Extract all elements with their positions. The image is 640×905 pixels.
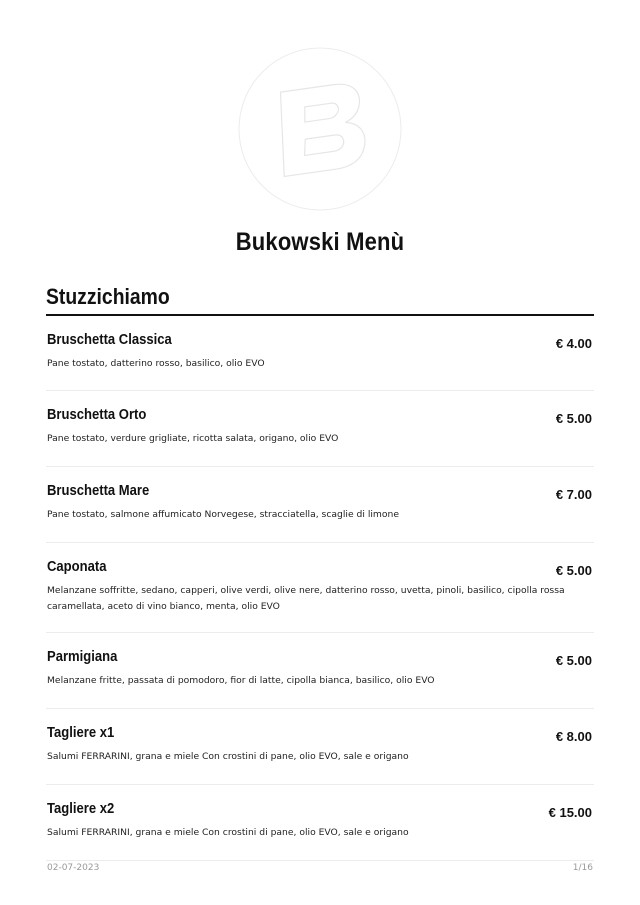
menu-item-price: € 4.00 (555, 336, 592, 351)
footer-page-number: 1/16 (572, 863, 593, 873)
menu-item-price: € 5.00 (555, 563, 592, 578)
menu-item (46, 467, 594, 543)
menu-item-name: Bruschetta Classica (47, 332, 172, 348)
menu-item-price: € 8.00 (555, 729, 592, 744)
menu-item-description: Salumi FERRARINI, grana e miele Con crostini di pane, olio EVO, sale e origano (47, 751, 409, 762)
menu-item-description: Pane tostato, salmone affumicato Norvegese, stracciatella, scaglie di limone (47, 509, 399, 520)
footer-date: 02-07-2023 (47, 863, 100, 873)
section-title: Stuzzichiamo (46, 284, 170, 309)
menu-item-description: Salumi FERRARINI, grana e miele Con crostini di pane, olio EVO, sale e origano (47, 827, 409, 838)
menu-item-description: Pane tostato, datterino rosso, basilico, olio EVO (47, 358, 265, 369)
menu-item-price: € 5.00 (555, 653, 592, 668)
menu-item (46, 543, 594, 633)
menu-item (46, 316, 594, 391)
menu-item (46, 633, 594, 709)
menu-item-price: € 15.00 (548, 805, 592, 820)
menu-item-price: € 5.00 (555, 411, 592, 426)
menu-item-name: Caponata (47, 559, 107, 575)
menu-item (46, 709, 594, 785)
menu-item-name: Tagliere x2 (47, 801, 115, 817)
menu-item-description: Melanzane fritte, passata di pomodoro, fior di latte, cipolla bianca, basilico, olio EVO (47, 675, 435, 686)
menu-item-description: Pane tostato, verdure grigliate, ricotta salata, origano, olio EVO (47, 433, 339, 444)
menu-item (46, 391, 594, 467)
bukowski-b-logo-icon (238, 47, 402, 211)
menu-item-description: Melanzane soffritte, sedano, capperi, olive verdi, olive nere, datterino rosso, uvetta, pinoli, basilico, cipolla rossa caramellata, aceto di vino bianco, menta, olio EVO (47, 585, 565, 612)
menu-item-name: Bruschetta Mare (47, 483, 150, 499)
menu-title: Bukowski Menù (235, 228, 405, 256)
menu-item-list (46, 316, 594, 861)
menu-item-price: € 7.00 (555, 487, 592, 502)
menu-item-name: Parmigiana (47, 649, 118, 665)
menu-item (46, 785, 594, 861)
menu-item-name: Tagliere x1 (47, 725, 115, 741)
menu-item-name: Bruschetta Orto (47, 407, 147, 423)
